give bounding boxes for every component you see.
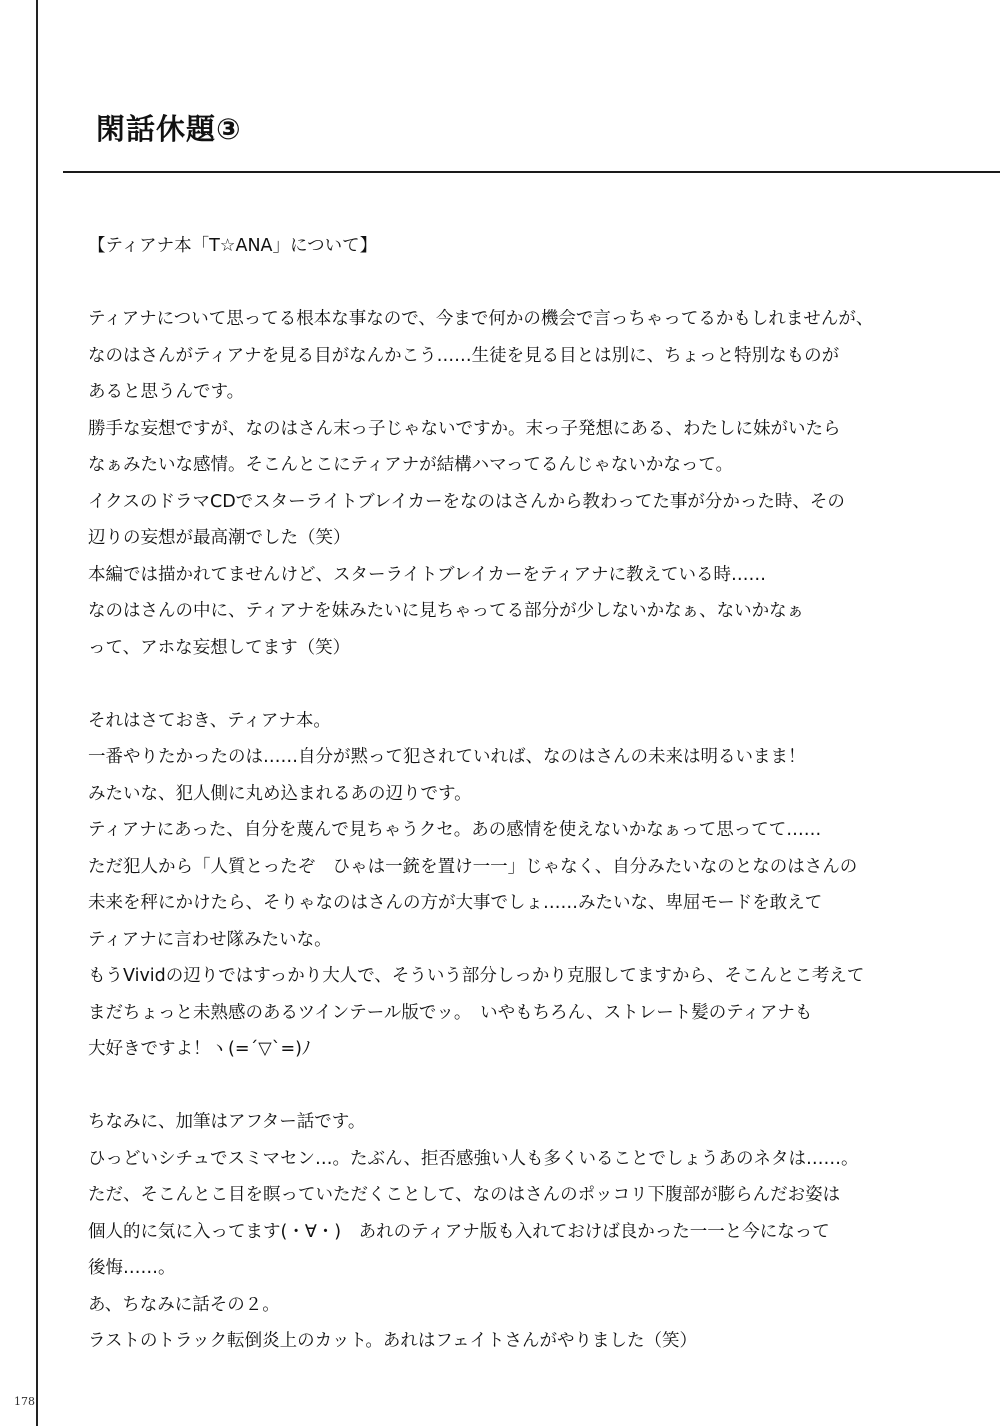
text-line: って、アホな妄想してます（笑） xyxy=(88,637,351,658)
text-line: 個人的に気に入ってます(・∀・) あれのティアナ版も入れておけば良かった一一と今になって xyxy=(88,1221,830,1242)
text-line: 辺りの妄想が最高潮でした（笑） xyxy=(88,528,351,548)
text-line: 勝手な妄想ですが、なのはさん末っ子じゃないですか。末っ子発想にある、わたしに妹がいたら xyxy=(88,418,841,439)
text-line: ただ、そこんとこ目を瞑っていただくことして、なのはさんのポッコリ下腹部が膨らんだお姿は xyxy=(88,1185,841,1205)
page-number: 178 xyxy=(14,1395,35,1408)
text-line: 未来を秤にかけたら、そりゃなのはさんの方が大事でしょ……みたいな、卑屈モードを敢えて xyxy=(88,893,823,913)
paragraph xyxy=(88,301,968,666)
text-line: ひっどいシチュでスミマセン…。たぶん、拒否感強い人も多くいることでしょうあのネタは……。 xyxy=(88,1148,859,1169)
text-line: あ、ちなみに話その２。 xyxy=(88,1294,280,1315)
text-line: それはさておき、ティアナ本。 xyxy=(88,710,331,731)
body-text xyxy=(88,228,968,1360)
text-line: ティアナにあった、自分を蔑んで見ちゃうクセ。あの感情を使えないかなぁって思ってて…… xyxy=(88,820,822,840)
text-line: なのはさんの中に、ティアナを妹みたいに見ちゃってる部分が少しないかなぁ、ないかなぁ xyxy=(88,601,805,621)
paragraph-gap xyxy=(88,265,968,302)
text-line: ちなみに、加筆はアフター話です。 xyxy=(88,1112,366,1132)
paragraph-gap xyxy=(88,666,968,703)
paragraph xyxy=(88,703,968,1068)
text-line: 後悔……。 xyxy=(88,1258,176,1278)
spine-line xyxy=(36,0,38,1426)
title-divider xyxy=(63,171,1000,173)
text-line: まだちょっと未熟感のあるツインテール版でッ。 いやもちろん、ストレート髪のティアナも xyxy=(88,1002,813,1023)
text-line: ラストのトラック転倒炎上のカット。あれはフェイトさんがやりました（笑） xyxy=(88,1331,697,1351)
section-heading xyxy=(88,228,968,265)
text-line: 大好きですよ！ヽ(=´▽`=)ﾉ xyxy=(88,1039,311,1059)
text-line: みたいな、犯人側に丸め込まれるあの辺りです。 xyxy=(88,783,472,804)
text-line: 一番やりたかったのは……自分が黙って犯されていれば、なのはさんの未来は明るいまま！ xyxy=(88,747,806,767)
text-line: ティアナに言わせ隊みたいな。 xyxy=(88,929,332,950)
text-line: もうVividの辺りではすっかり大人で、そういう部分しっかり克服してますから、そこんとこ考えて xyxy=(88,966,865,986)
paragraph-gap xyxy=(88,1068,968,1105)
chapter-title: 閑話休題③ xyxy=(96,112,242,146)
text-line: イクスのドラマCDでスターライトブレイカーをなのはさんから教わってた事が分かった時、その xyxy=(88,491,845,512)
text-line: あると思うんです。 xyxy=(88,382,245,402)
text-line: 本編では描かれてませんけど、スターライトブレイカーをティアナに教えている時…… xyxy=(88,564,766,585)
text-line: 【ティアナ本「T☆ANA」について】 xyxy=(88,236,378,256)
text-line: ただ犯人から「人質とったぞ ひゃは一銃を置け一一」じゃなく、自分みたいなのとなのはさんの xyxy=(88,856,858,877)
text-line: なのはさんがティアナを見る目がなんかこう……生徒を見る目とは別に、ちょっと特別なものが xyxy=(88,345,840,366)
text-line: ティアナについて思ってる根本な事なので、今まで何かの機会で言っちゃってるかもしれませんが、 xyxy=(88,309,874,329)
text-line: なぁみたいな感情。そこんとこにティアナが結構ハマってるんじゃないかなって。 xyxy=(88,455,734,475)
paragraph xyxy=(88,1104,968,1360)
